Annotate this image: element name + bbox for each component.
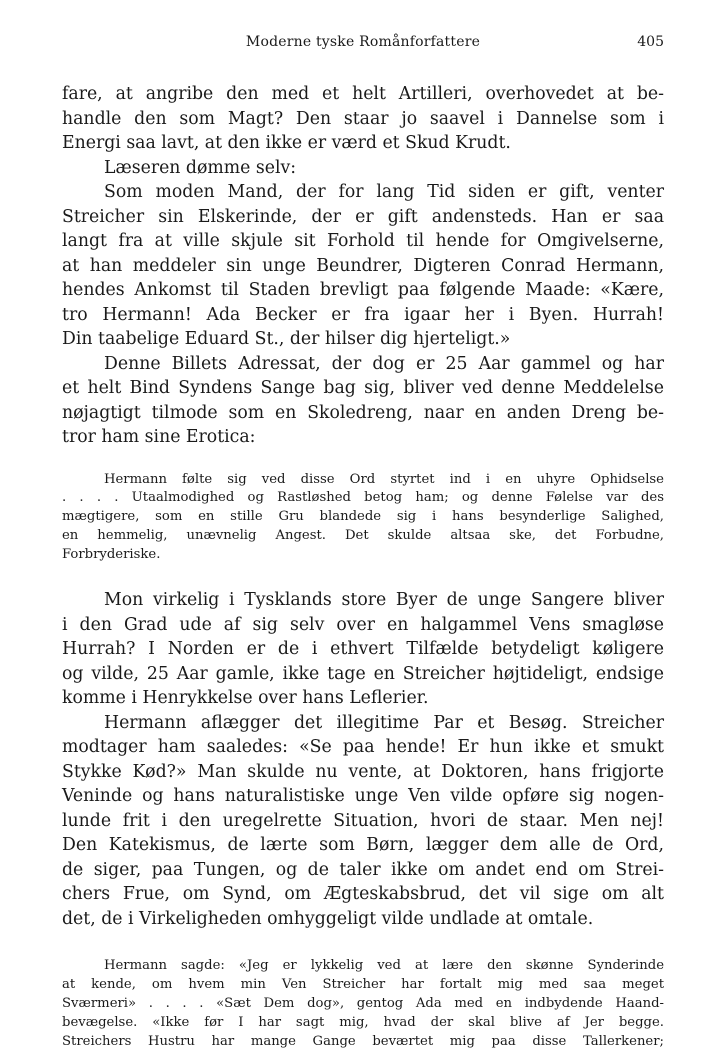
text-line: Streicher sin Elskerinde, der er gift andensteds. Han er saa <box>62 206 664 227</box>
quote-line: Sværmeri» . . . . «Sæt Dem dog», gentog Ada med en indbydende Haand- <box>62 996 664 1012</box>
paragraph-2 <box>62 156 664 181</box>
text-line: Den Katekismus, de lærte som Børn, lægger dem alle de Ord, <box>62 835 664 856</box>
running-header <box>62 34 664 58</box>
text-line: Læseren dømme selv: <box>104 157 297 178</box>
text-line: og vilde, 25 Aar gamle, ikke tage en Streicher højtideligt, endsige <box>62 663 664 684</box>
paragraph-4 <box>62 352 664 450</box>
book-page <box>62 34 664 1051</box>
text-line: Denne Billets Adressat, der dog er 25 Aar gammel og har <box>104 353 664 374</box>
text-line: lunde frit i den uregelrette Situation, hvori de staar. Men nej! <box>62 810 664 831</box>
quote-line: at kende, om hvem min Ven Streicher har fortalt mig med saa meget <box>62 977 664 993</box>
text-line: handle den som Magt? Den staar jo saavel i Dannelse som i <box>62 108 664 129</box>
text-line: Energi saa lavt, at den ikke er værd et Skud Krudt. <box>62 133 511 153</box>
quote-line: Hermann følte sig ved disse Ord styrtet ind i en uhyre Ophidselse <box>104 471 664 487</box>
text-line: chers Frue, om Synd, om Ægteskabsbrud, det vil sige om alt <box>62 884 664 905</box>
quote-line: Hermann sagde: «Jeg er lykkelig ved at lære den skønne Synderinde <box>104 958 664 974</box>
text-line: Mon virkelig i Tysklands store Byer de unge Sangere bliver <box>104 590 664 611</box>
text-line: at han meddeler sin unge Beundrer, Digteren Conrad Hermann, <box>62 255 664 276</box>
text-line: langt fra at ville skjule sit Forhold til hende for Omgivelserne, <box>62 231 664 251</box>
text-line: komme i Henrykkelse over hans Leflerier. <box>62 688 429 709</box>
main-text-2 <box>62 588 664 931</box>
quote-line: mægtigere, som en stille Gru blandede sig i hans besynderlige Salighed, <box>62 509 664 525</box>
main-text <box>62 82 664 450</box>
quote-line: Streichers Hustru har mange Gange beværtet mig paa disse Tallerkener; <box>62 1033 664 1049</box>
text-line: Veninde og hans naturalistiske unge Ven vilde opføre sig nogen- <box>62 786 664 807</box>
text-line: hendes Ankomst til Staden brevligt paa følgende Maade: «Kære, <box>62 280 664 300</box>
page-number: 405 <box>637 34 664 50</box>
text-line: i den Grad ude af sig selv over en halgammel Vens smagløse <box>62 614 664 635</box>
text-line: tro Hermann! Ada Becker er fra igaar her i Byen. Hurrah! <box>62 304 664 325</box>
text-line: nøjagtigt tilmode som en Skoledreng, naar en anden Dreng be- <box>62 402 664 423</box>
text-line: tror ham sine Erotica: <box>62 427 256 447</box>
block-quote-1 <box>62 471 664 565</box>
text-line: Din taabelige Eduard St., der hilser dig hjerteligt.» <box>62 329 511 349</box>
running-title: Moderne tyske Romånforfattere <box>245 34 481 50</box>
text-line: Hurrah? I Norden er de i ethvert Tilfælde betydeligt køligere <box>62 639 664 660</box>
paragraph-6 <box>62 711 664 932</box>
text-line: Hermann aflægger det illegitime Par et Besøg. Streicher <box>104 712 664 733</box>
text-line: fare, at angribe den med et helt Artilleri, overhovedet at be- <box>62 84 664 104</box>
text-line: det, de i Virkeligheden omhyggeligt vilde undlade at omtale. <box>62 908 594 929</box>
text-line: et helt Bind Syndens Sange bag sig, bliver ved denne Meddelelse <box>62 378 664 398</box>
paragraph-5 <box>62 588 664 711</box>
paragraph-3 <box>62 180 664 352</box>
paragraph-1 <box>62 82 664 156</box>
text-line: de siger, paa Tungen, og de taler ikke om andet end om Strei- <box>62 859 664 880</box>
quote-line: . . . . Utaalmodighed og Rastløshed betog ham; og denne Følelse var des <box>62 490 664 506</box>
text-line: Som moden Mand, der for lang Tid siden er gift, venter <box>104 182 664 202</box>
quote-line: en hemmelig, unævnelig Angest. Det skulde altsaa ske, det Forbudne, <box>62 527 664 543</box>
quote-line: Forbryderiske. <box>62 546 161 562</box>
text-line: modtager ham saaledes: «Se paa hende! Er hun ikke et smukt <box>62 737 664 758</box>
text-line: Stykke Kød?» Man skulde nu vente, at Doktoren, hans frigjorte <box>62 761 664 782</box>
quote-line: bevægelse. «Ikke før I har sagt mig, hvad der skal blive af Jer begge. <box>62 1014 664 1030</box>
